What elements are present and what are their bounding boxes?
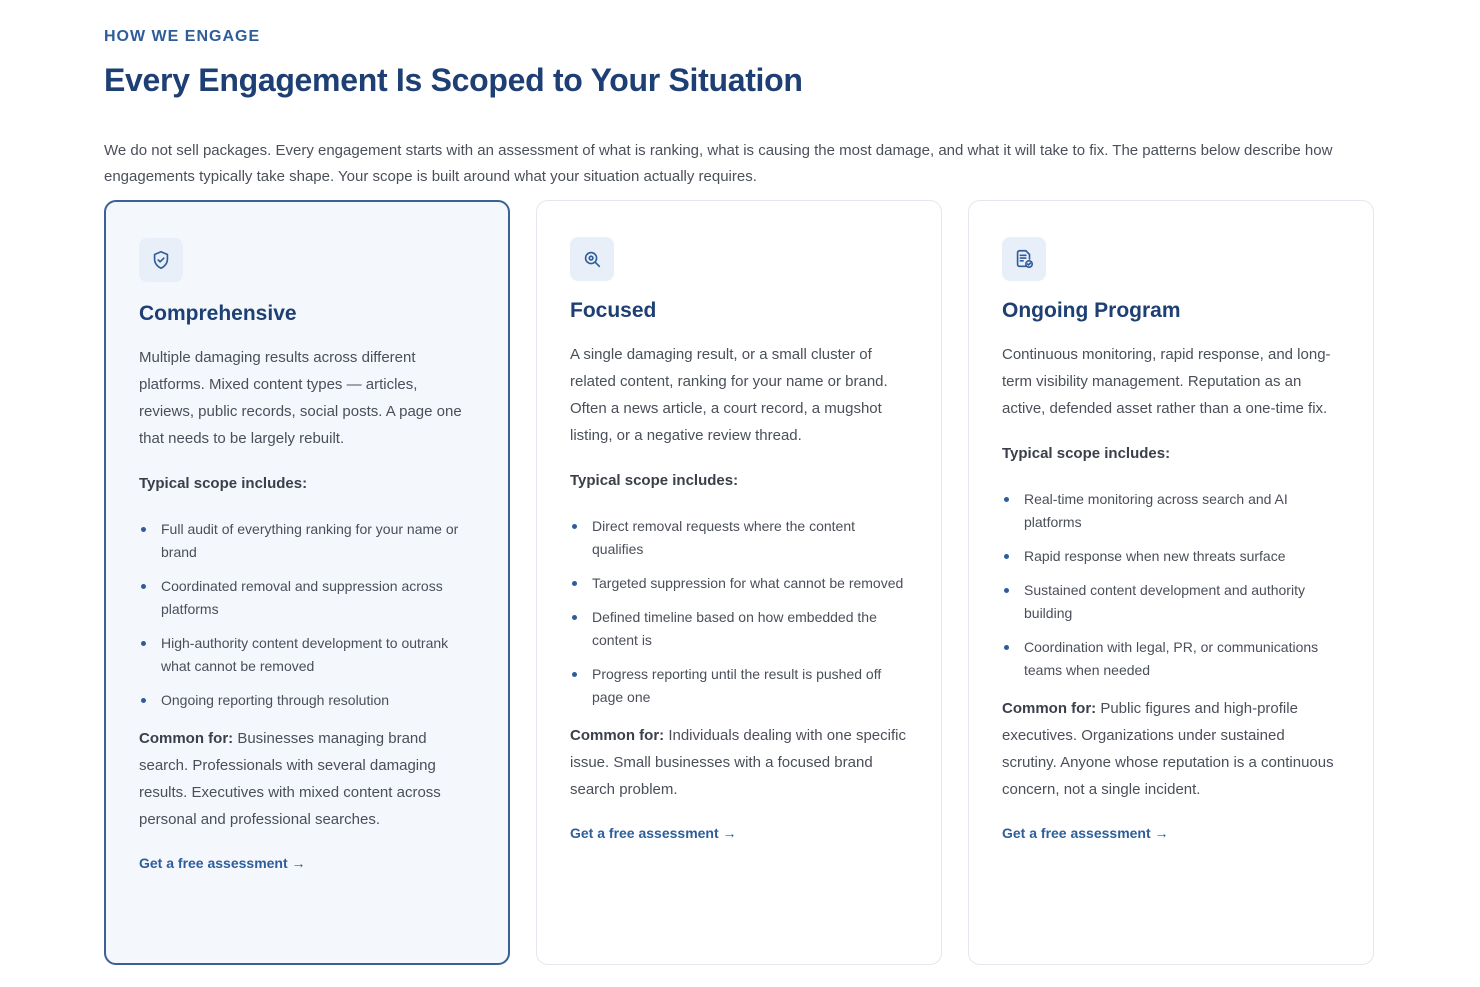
list-item: Coordination with legal, PR, or communications teams when needed [1002,636,1340,682]
common-for-text: Businesses managing brand search. Professionals with several damaging results. Executives with mixed content across personal and professional searches. [139,730,441,828]
card-description: Continuous monitoring, rapid response, and long-term visibility management. Reputation as an active, defended asset rather than a one-time fix. [1002,346,1331,417]
list-item: Coordinated removal and suppression across platforms [139,575,475,621]
card-comprehensive [104,200,510,965]
section-header [104,28,1374,99]
card-description: A single damaging result, or a small cluster of related content, ranking for your name or brand. Often a news article, a court record, a mugshot listing, or a negative review thread. [570,346,888,444]
scope-label: Typical scope includes: [139,475,308,492]
free-assessment-link[interactable]: Get a free assessment → [139,855,306,871]
common-for-text: Public figures and high-profile executives. Organizations under sustained scrutiny. Anyone whose reputation is a continuous concern, not a single incident. [1002,700,1334,798]
list-item: Progress reporting until the result is pushed off page one [570,663,908,709]
common-for [1002,695,1340,803]
scope-list [570,515,908,709]
card-focused [536,200,942,965]
scope-list [139,518,475,712]
shield-check-icon [139,238,183,282]
list-item: Targeted suppression for what cannot be removed [570,572,908,595]
search-target-icon [570,237,614,281]
list-item: Defined timeline based on how embedded the content is [570,606,908,652]
document-check-icon [1002,237,1046,281]
scope-label: Typical scope includes: [570,472,739,489]
free-assessment-link[interactable]: Get a free assessment → [570,825,737,841]
free-assessment-link[interactable]: Get a free assessment → [1002,825,1169,841]
list-item: Rapid response when new threats surface [1002,545,1340,568]
card-title: Ongoing Program [1002,299,1181,322]
page-title: Every Engagement Is Scoped to Your Situation [104,62,803,98]
common-for [139,725,475,833]
common-for-label: Common for: [570,727,665,744]
list-item: Full audit of everything ranking for your name or brand [139,518,475,564]
scope-list [1002,488,1340,682]
card-title: Comprehensive [139,302,297,325]
card-title: Focused [570,299,657,322]
card-description: Multiple damaging results across different platforms. Mixed content types — articles, reviews, public records, social posts. A page one that needs to be largely rebuilt. [139,349,462,447]
list-item: High-authority content development to outrank what cannot be removed [139,632,475,678]
common-for-text: Individuals dealing with one specific issue. Small businesses with a focused brand search problem. [570,727,906,798]
common-for [570,722,908,803]
list-item: Sustained content development and authority building [1002,579,1340,625]
common-for-label: Common for: [1002,700,1097,717]
card-ongoing-program [968,200,1374,965]
list-item: Ongoing reporting through resolution [139,689,475,712]
engagement-cards [104,200,1374,965]
list-item: Real-time monitoring across search and AI platforms [1002,488,1340,534]
eyebrow-label: HOW WE ENGAGE [104,28,261,45]
scope-label: Typical scope includes: [1002,445,1171,462]
list-item: Direct removal requests where the content qualifies [570,515,908,561]
common-for-label: Common for: [139,730,234,747]
intro-text: We do not sell packages. Every engagement starts with an assessment of what is ranking, what is causing the most damage, and what it will take to fix. The patterns below describe how engagements typically take shape. Your scope is built around what your situation actually requires. [104,142,1333,185]
